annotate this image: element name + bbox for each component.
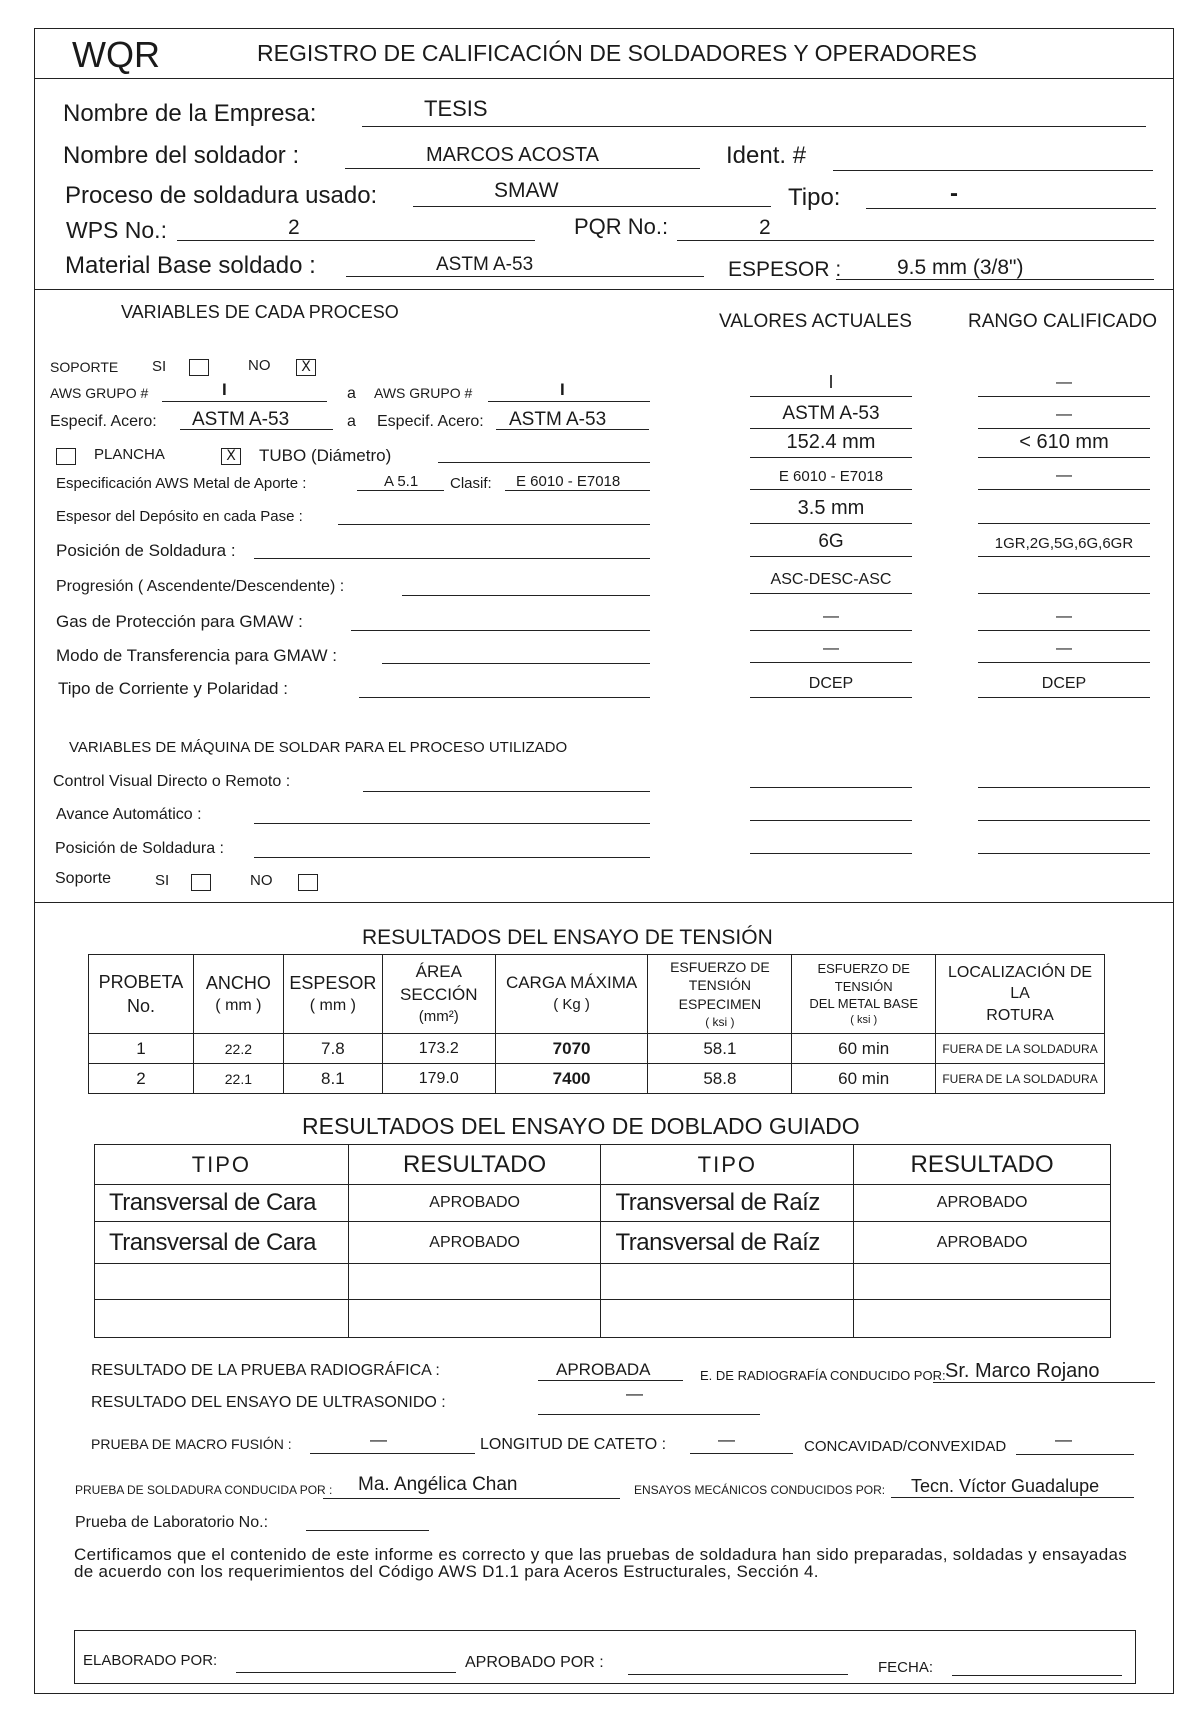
doblado-cell[interactable] [854,1300,1111,1338]
tension-table [88,954,1105,1094]
tension-header-text: ANCHO [205,973,271,994]
cateto-value[interactable]: — [718,1430,735,1449]
concavidad-value[interactable]: — [1055,1430,1072,1449]
elaborado-label: ELABORADO POR: [83,1652,218,1669]
tension-cell[interactable]: 7400 [495,1064,648,1094]
doblado-header-cell: TIPO [95,1145,349,1185]
rango-value[interactable]: — [1056,608,1072,625]
doblado-cell[interactable] [601,1300,854,1338]
macro-line [310,1453,475,1454]
maq-posicion-line [254,857,650,858]
doblado-cell[interactable]: APROBADO [854,1185,1111,1222]
doblado-header-cell: RESULTADO [348,1145,601,1185]
form-code: WQR [72,34,160,75]
aprobado-line[interactable] [628,1674,848,1675]
especif-label-2: Especif. Acero: [377,413,484,430]
deposito-label: Espesor del Depósito en cada Pase : [56,508,303,525]
doblado-cell[interactable] [601,1264,854,1300]
doblado-header-cell: TIPO [601,1145,854,1185]
elaborado-line[interactable] [236,1672,456,1673]
rango-value[interactable]: — [1056,640,1072,657]
rango-value[interactable]: DCEP [1041,675,1087,692]
pqr-value[interactable]: 2 [759,216,771,239]
radiografica-value[interactable]: APROBADA [556,1360,651,1379]
wps-value[interactable]: 2 [288,216,300,239]
tension-header-cell [89,955,194,1034]
prueba-label: PRUEBA DE SOLDADURA CONDUCIDA POR : [75,1483,333,1497]
tension-header-cell [936,955,1105,1034]
pqr-line [677,240,1154,241]
prueba-line [323,1498,620,1499]
tension-cell[interactable]: 22.2 [193,1034,283,1064]
actual-line [750,523,912,524]
doblado-cell[interactable]: APROBADO [348,1185,601,1222]
variables-title: VARIABLES DE CADA PROCESO [121,302,399,322]
tipo-value[interactable]: - [950,180,958,207]
especif-a: a [347,413,356,430]
control-label: Control Visual Directo o Remoto : [53,773,291,790]
certification-text: Certificamos que el contenido de este informe es correcto y que las pruebas de soldadura han sido preparadas, soldadas y ensayadas de acuerdo con los requerimientos del Código AWS D1.1 para Aceros Estructurales, Sección 4. [74,1545,1127,1581]
empresa-label: Nombre de la Empresa: [63,100,317,127]
mecanicos-value[interactable]: Tecn. Víctor Guadalupe [911,1476,1100,1496]
rango-value[interactable]: — [1056,467,1072,484]
actual-value[interactable]: — [823,608,839,625]
aws-grupo-a: a [347,385,356,402]
rango-line [978,697,1150,698]
tension-header-cell [193,955,283,1034]
avance-label: Avance Automático : [56,806,202,823]
corriente-label: Tipo de Corriente y Polaridad : [58,679,288,698]
actual-value[interactable]: — [823,640,839,657]
tension-cell[interactable]: FUERA DE LA SOLDADURA [936,1064,1105,1094]
tension-header-text: LOCALIZACIÓN DE LA [948,963,1093,1003]
aws-grupo-2-value[interactable]: I [560,380,565,399]
tubo-label: TUBO (Diámetro) [259,446,392,465]
maquina-value-line[interactable] [978,820,1150,821]
tension-header-text: ( Kg ) [553,996,590,1014]
progresion-line [402,595,650,596]
macro-value[interactable]: — [370,1430,387,1449]
rango-line [978,396,1150,397]
rango-line [978,630,1150,631]
tension-header-cell [648,955,792,1034]
tension-header-cell [283,955,382,1034]
soldador-line [345,168,700,169]
aws-grupo-2-line [488,401,650,402]
concavidad-line [1016,1454,1134,1455]
ultrasonido-line [538,1414,760,1415]
especif-label: Especif. Acero: [50,413,157,430]
maq-si-checkbox[interactable] [191,874,211,891]
aporte-line [357,490,444,491]
laboratorio-label: Prueba de Laboratorio No.: [75,1514,269,1531]
rango-line [978,428,1150,429]
rango-line [978,457,1150,458]
tension-cell[interactable]: 7070 [495,1034,648,1064]
doblado-cell[interactable]: APROBADO [854,1222,1111,1264]
maq-no-label: NO [250,872,273,889]
soldador-value[interactable]: MARCOS ACOSTA [426,144,599,166]
tension-header-text: ROTURA [986,1006,1054,1024]
progresion-label: Progresión ( Ascendente/Descendente) : [56,578,345,595]
material-line [346,276,704,277]
tension-header-text: ( ksi ) [705,1015,735,1030]
cateto-label: LONGITUD DE CATETO : [480,1436,667,1453]
actual-line [750,593,912,594]
corriente-line [359,697,650,698]
actual-line [750,396,912,397]
doblado-cell[interactable] [95,1264,349,1300]
espesor-label: ESPESOR : [728,258,842,281]
rango-value[interactable]: < 610 mm [1019,431,1109,453]
doblado-cell[interactable] [854,1264,1111,1300]
tension-header-text: ( mm ) [215,997,262,1015]
tension-header-text: CARGA MÁXIMA [505,973,638,993]
maquina-value-line[interactable] [978,853,1150,854]
modo-line [382,663,650,664]
wps-line [177,240,535,241]
material-value[interactable]: ASTM A-53 [436,254,534,275]
divider [34,902,1174,903]
soporte-no-label: NO [248,357,271,374]
material-label: Material Base soldado : [65,252,316,279]
proceso-value[interactable]: SMAW [494,179,559,202]
aws-grupo-label: AWS GRUPO # [50,385,149,401]
tension-header-text: ( ksi ) [850,1013,878,1026]
espesor-value[interactable]: 9.5 mm (3/8") [897,256,1024,279]
pqr-label: PQR No.: [574,214,669,239]
doblado-cell[interactable]: Transversal de Cara [95,1185,349,1222]
tipo-line [866,208,1156,209]
clasif-label: Clasif: [450,475,492,492]
tension-cell[interactable]: 173.2 [382,1034,495,1064]
tubo-line [438,462,650,463]
rango-line [978,593,1150,594]
tension-header-cell [792,955,936,1034]
ultrasonido-value[interactable]: — [626,1384,643,1403]
modo-label: Modo de Transferencia para GMAW : [56,646,337,665]
especif-2-value[interactable]: ASTM A-53 [509,409,607,430]
maq-posicion-label: Posición de Soldadura : [55,840,224,857]
actual-value[interactable]: 6G [818,531,844,552]
doblado-cell[interactable]: Transversal de Raíz [601,1222,854,1264]
plancha-label: PLANCHA [94,446,165,463]
macro-label: PRUEBA DE MACRO FUSIÓN : [91,1436,292,1452]
tension-cell[interactable]: 8.1 [283,1064,382,1094]
ident-line [833,170,1153,171]
rango-line [978,556,1150,557]
actual-value[interactable]: ASTM A-53 [782,403,880,424]
actual-line [750,428,912,429]
maq-soporte-label: Soporte [55,870,112,887]
tension-cell[interactable]: 58.8 [648,1064,792,1094]
actual-value[interactable]: E 6010 - E7018 [778,468,884,485]
prueba-value[interactable]: Ma. Angélica Chan [358,1474,518,1495]
actual-line [750,662,912,663]
conducido-value[interactable]: Sr. Marco Rojano [945,1360,1100,1382]
soldador-label: Nombre del soldador : [63,142,300,169]
conducido-label: E. DE RADIOGRAFÍA CONDUCIDO POR: [700,1368,946,1383]
tension-header-text: ( mm ) [309,997,356,1015]
form-title: REGISTRO DE CALIFICACIÓN DE SOLDADORES Y OPERADORES [257,40,977,66]
maq-no-checkbox[interactable] [298,874,318,891]
maquina-value-line[interactable] [750,787,912,788]
tension-header-text: SECCIÓN [400,984,478,1004]
tension-header-text: ESPESOR [289,973,377,994]
especif-1-value[interactable]: ASTM A-53 [192,409,290,430]
tipo-label: Tipo: [788,184,841,211]
clasif-value[interactable]: E 6010 - E7018 [516,473,621,490]
doblado-cell[interactable] [95,1300,349,1338]
aporte-value[interactable]: A 5.1 [384,473,419,490]
fecha-label: FECHA: [878,1659,934,1676]
rango-value[interactable]: 1GR,2G,5G,6G,6GR [994,535,1134,552]
actual-value[interactable]: ASC-DESC-ASC [770,571,892,588]
rango-line [978,489,1150,490]
maquina-value-line[interactable] [750,853,912,854]
tension-header-text: PROBETA [98,971,184,992]
plancha-checkbox[interactable] [56,448,76,465]
wps-label: WPS No.: [66,217,167,243]
actual-value[interactable]: 152.4 mm [786,431,876,453]
aws-grupo-1-value[interactable]: I [222,380,227,399]
empresa-line [362,126,1146,127]
proceso-line [413,206,771,207]
tension-cell[interactable]: 179.0 [382,1064,495,1094]
tension-cell[interactable]: 60 min [792,1064,936,1094]
maquina-value-line[interactable] [750,820,912,821]
aws-grupo-1-line [162,401,327,402]
doblado-title: RESULTADOS DEL ENSAYO DE DOBLADO GUIADO [302,1113,860,1139]
tension-cell[interactable]: 1 [89,1034,194,1064]
control-line [363,791,650,792]
laboratorio-line [306,1530,429,1531]
proceso-label: Proceso de soldadura usado: [65,182,378,209]
rango-line [978,523,1150,524]
actual-value[interactable]: DCEP [808,675,854,692]
divider [34,78,1174,79]
mecanicos-label: ENSAYOS MECÁNICOS CONDUCIDOS POR: [634,1483,886,1497]
tension-cell[interactable]: 22.1 [193,1064,283,1094]
tension-cell[interactable]: 7.8 [283,1034,382,1064]
tubo-checkbox[interactable]: X [221,448,241,465]
actual-line [750,630,912,631]
actual-line [750,697,912,698]
tension-header-text: ESPECIMEN [678,996,762,1013]
tension-header-text: ESFUERZO DE TENSIÓN [670,958,770,994]
posicion-line [254,558,650,559]
tension-header-text: ÁREA [415,961,462,981]
actual-value[interactable]: I [828,372,834,392]
deposito-line [338,524,650,525]
maquina-value-line[interactable] [978,787,1150,788]
radiografica-line [538,1380,683,1381]
aporte-label: Especificación AWS Metal de Aporte : [56,475,307,492]
avance-line [254,823,650,824]
tension-header-cell [495,955,648,1034]
maq-si-label: SI [155,872,170,889]
tension-cell[interactable]: 60 min [792,1034,936,1064]
rango-line [978,662,1150,663]
doblado-cell[interactable]: Transversal de Cara [95,1222,349,1264]
divider [34,289,1174,290]
soporte-label: SOPORTE [50,359,119,375]
doblado-cell[interactable]: Transversal de Raíz [601,1185,854,1222]
actual-line [750,457,912,458]
ident-label: Ident. # [726,142,807,169]
ultrasonido-label: RESULTADO DEL ENSAYO DE ULTRASONIDO : [91,1394,446,1411]
aws-grupo-label-2: AWS GRUPO # [374,385,473,401]
doblado-table [94,1144,1111,1338]
soporte-no-checkbox[interactable]: X [296,359,316,376]
col-rango-header: RANGO CALIFICADO [968,311,1157,332]
concavidad-label: CONCAVIDAD/CONVEXIDAD [804,1438,1007,1455]
doblado-header-cell: RESULTADO [854,1145,1111,1185]
gas-line [351,630,650,631]
tension-cell[interactable]: 58.1 [648,1034,792,1064]
fecha-line[interactable] [952,1675,1122,1676]
tension-header-text: No. [126,996,155,1016]
clasif-line [505,490,650,491]
posicion-label: Posición de Soldadura : [56,541,236,560]
soporte-si-label: SI [152,358,167,375]
doblado-cell[interactable] [348,1264,601,1300]
tension-header-text: DEL METAL BASE [809,996,918,1012]
aprobado-label: APROBADO POR : [465,1654,604,1671]
radiografica-label: RESULTADO DE LA PRUEBA RADIOGRÁFICA : [91,1362,440,1379]
tension-header-text: ESFUERZO DE TENSIÓN [817,961,910,994]
col-actual-header: VALORES ACTUALES [719,311,912,332]
rango-value[interactable]: — [1056,374,1072,391]
actual-value[interactable]: 3.5 mm [797,497,865,519]
tension-cell[interactable]: FUERA DE LA SOLDADURA [936,1034,1105,1064]
tension-header-cell [382,955,495,1034]
actual-line [750,556,912,557]
doblado-cell[interactable]: APROBADO [348,1222,601,1264]
empresa-value[interactable]: TESIS [424,96,488,121]
rango-value[interactable]: — [1056,406,1072,423]
gas-label: Gas de Protección para GMAW : [56,612,303,631]
tension-title: RESULTADOS DEL ENSAYO DE TENSIÓN [362,926,773,949]
soporte-si-checkbox[interactable] [189,359,209,376]
tension-cell[interactable]: 2 [89,1064,194,1094]
mecanicos-line [891,1497,1134,1498]
doblado-cell[interactable] [348,1300,601,1338]
actual-line [750,489,912,490]
cateto-line [690,1453,793,1454]
tension-header-text: (mm²) [418,1007,459,1025]
maquina-title: VARIABLES DE MÁQUINA DE SOLDAR PARA EL PROCESO UTILIZADO [69,739,568,756]
